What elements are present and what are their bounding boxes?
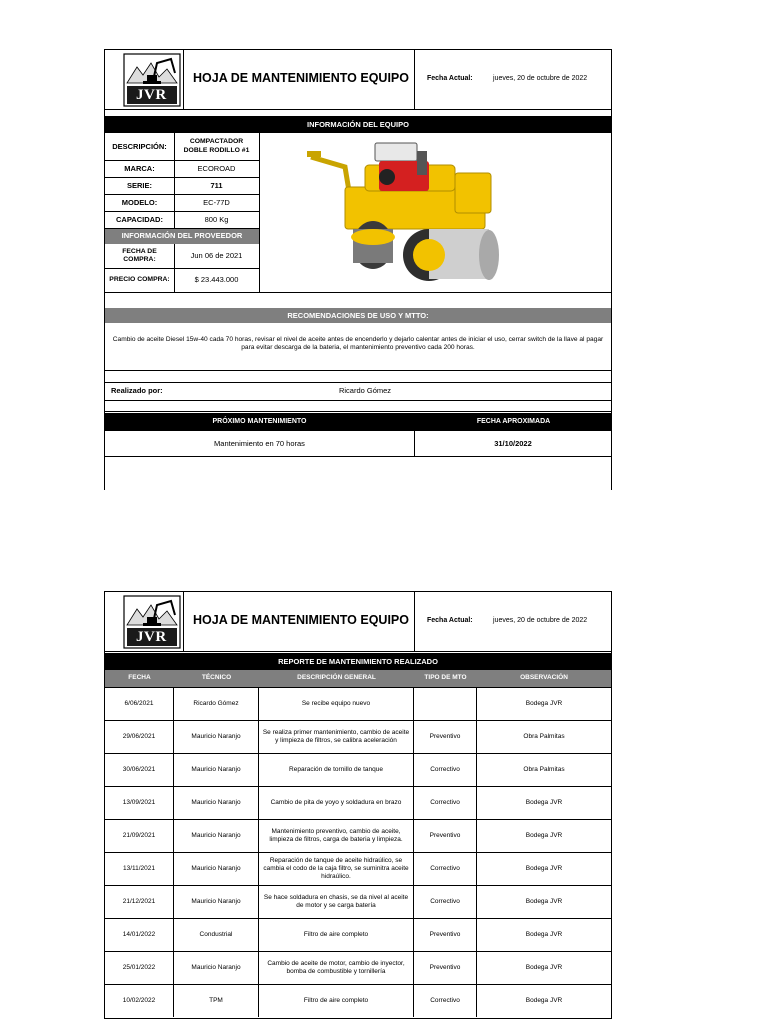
table-cell-col-observacion: Obra Palmitas — [523, 732, 565, 740]
table-row — [105, 687, 611, 720]
table-cell-col-observacion: Bodega JVR — [525, 963, 563, 971]
table-cell-col-tecnico: Mauricio Naranjo — [174, 853, 259, 885]
table-header-col-descripcion: DESCRIPCIÓN GENERAL — [259, 670, 414, 687]
sheet-header — [105, 49, 611, 110]
table-cell-col-tecnico: Mauricio Naranjo — [174, 952, 259, 984]
logo-cell-2 — [105, 592, 184, 652]
table-cell-col-fecha: 10/02/2022 — [105, 985, 174, 1017]
table-cell-col-fecha: 13/11/2021 — [105, 853, 174, 885]
modelo-label: MODELO: — [121, 197, 158, 207]
table-header-col-tipo: TIPO DE MTO — [414, 670, 477, 687]
table-cell-col-tipo: Preventivo — [414, 721, 477, 753]
equipo-info-table — [105, 133, 259, 292]
recomendaciones-title: RECOMENDACIONES DE USO Y MTTO: — [105, 308, 611, 323]
table-cell-col-observacion: Bodega JVR — [525, 996, 563, 1004]
proximo-header-row — [105, 413, 611, 431]
table-cell-col-fecha: 30/06/2021 — [105, 754, 174, 786]
table-cell-col-descripcion: Cambio de aceite de motor, cambio de inyector, bomba de combustible y tornillería — [259, 952, 414, 984]
marca-label: MARCA: — [124, 163, 155, 173]
fecha-value: jueves, 20 de octubre de 2022 — [493, 75, 588, 82]
table-cell-col-fecha: 25/01/2022 — [105, 952, 174, 984]
proximo-col1-header: PRÓXIMO MANTENIMIENTO — [212, 418, 307, 425]
table-cell-col-tipo: Preventivo — [414, 952, 477, 984]
table-cell-col-tecnico: Condustrial — [174, 919, 259, 951]
table-cell-col-observacion: Bodega JVR — [525, 897, 563, 905]
table-cell-col-observacion: Bodega JVR — [525, 831, 563, 839]
descripcion-value: COMPACTADOR DOBLE RODILLO #1 — [183, 138, 250, 154]
table-cell-col-tipo: Correctivo — [414, 787, 477, 819]
fecha-compra-label: FECHA DE COMPRA: — [122, 247, 157, 263]
table-cell-col-tipo: Correctivo — [414, 754, 477, 786]
table-header-col-observacion: OBSERVACIÓN — [477, 670, 611, 687]
table-cell-col-tecnico: Mauricio Naranjo — [174, 754, 259, 786]
equipo-section-title: INFORMACIÓN DEL EQUIPO — [105, 116, 611, 133]
fecha-value-2: jueves, 20 de octubre de 2022 — [493, 617, 588, 624]
table-header-col-tecnico: TÉCNICO — [174, 670, 259, 687]
table-cell-col-fecha: 29/06/2021 — [105, 721, 174, 753]
table-cell-col-descripcion: Reparación de tornillo de tanque — [259, 754, 414, 786]
table-row — [105, 852, 611, 885]
table-cell-col-observacion: Bodega JVR — [525, 798, 563, 806]
table-cell-col-tipo: Correctivo — [414, 853, 477, 885]
compactor-machine-image — [305, 137, 501, 281]
table-header-col-fecha: FECHA — [105, 670, 174, 687]
table-cell-col-descripcion: Mantenimiento preventivo, cambio de aceite, limpieza de filtros, carga de bateria y limpieza. — [259, 820, 414, 852]
table-cell-col-fecha: 6/06/2021 — [105, 688, 174, 720]
page-title-2: HOJA DE MANTENIMIENTO EQUIPO — [193, 613, 409, 627]
page-title: HOJA DE MANTENIMIENTO EQUIPO — [193, 71, 409, 85]
fecha-aproximada-value: 31/10/2022 — [494, 439, 532, 449]
table-cell-col-descripcion: Se recibe equipo nuevo — [259, 688, 414, 720]
serie-value: 711 — [210, 180, 223, 190]
sheet-header-2 — [105, 591, 611, 652]
modelo-value: EC-77D — [203, 197, 230, 207]
table-cell-col-tipo: Preventivo — [414, 919, 477, 951]
equipment-sheet — [104, 49, 612, 490]
table-cell-col-tipo: Preventivo — [414, 820, 477, 852]
fecha-label-2: Fecha Actual: — [427, 617, 473, 624]
descripcion-label: DESCRIPCIÓN: — [112, 141, 167, 151]
fecha-label: Fecha Actual: — [427, 75, 473, 82]
table-cell-col-observacion: Obra Palmitas — [523, 765, 565, 773]
table-cell-col-observacion: Bodega JVR — [525, 930, 563, 938]
table-row — [105, 984, 611, 1017]
table-row — [105, 951, 611, 984]
recomendaciones-text: Cambio de aceite Diesel 15w-40 cada 70 horas, revisar el nivel de aceite antes de encenderlo y dejarlo calentar antes de iniciar el uso, cerrar switch de la llave al pagar para evitar descarga de la bateria, el mantenimiento preventivo cada 200 horas. — [112, 335, 604, 351]
table-cell-col-tecnico: TPM — [174, 985, 259, 1017]
table-cell-col-observacion: Bodega JVR — [525, 699, 563, 707]
precio-compra-value: $ 23.443.000 — [194, 275, 239, 285]
table-cell-col-tecnico: Mauricio Naranjo — [174, 886, 259, 918]
realizado-value: Ricardo Gómez — [338, 386, 392, 396]
marca-value: ECOROAD — [197, 163, 236, 173]
logo-text: JVR — [136, 87, 167, 103]
proximo-col2-header: FECHA APROXIMADA — [476, 418, 551, 425]
table-cell-col-descripcion: Cambio de pita de yoyo y soldadura en brazo — [259, 787, 414, 819]
table-cell-col-fecha: 21/09/2021 — [105, 820, 174, 852]
reporte-title: REPORTE DE MANTENIMIENTO REALIZADO — [105, 653, 611, 670]
table-cell-col-descripcion: Filtro de aire completo — [259, 985, 414, 1017]
table-row — [105, 786, 611, 819]
table-cell-col-tecnico: Ricardo Gómez — [174, 688, 259, 720]
table-cell-col-descripcion: Filtro de aire completo — [259, 919, 414, 951]
table-cell-col-tecnico: Mauricio Naranjo — [174, 721, 259, 753]
table-cell-col-fecha: 21/12/2021 — [105, 886, 174, 918]
table-cell-col-descripcion: Reparación de tanque de aceite hidraúlico, se cambia el codo de la caja filtro, se suminitra aceite hidraúlico. — [259, 853, 414, 885]
table-cell-col-fecha: 14/01/2022 — [105, 919, 174, 951]
table-row — [105, 885, 611, 918]
logo-cell — [105, 50, 184, 110]
serie-label: SERIE: — [126, 180, 152, 190]
fecha-compra-value: Jun 06 de 2021 — [190, 251, 243, 261]
table-cell-col-descripcion: Se realiza primer mantenimiento, cambio de aceite y limpieza de filtros, se calibra aceleración — [259, 721, 414, 753]
realizado-label: Realizado por: — [111, 386, 163, 396]
table-row — [105, 720, 611, 753]
proveedor-section-title: INFORMACIÓN DEL PROVEEDOR — [105, 228, 259, 244]
capacidad-value: 800 Kg — [204, 214, 229, 224]
table-cell-col-descripcion: Se hace soldadura en chasis, se da nivel al aceite de motor y se carga batería — [259, 886, 414, 918]
table-row — [105, 819, 611, 852]
table-cell-col-tipo: Correctivo — [414, 886, 477, 918]
logo-text: JVR — [136, 629, 167, 645]
proximo-value: Mantenimiento en 70 horas — [214, 439, 305, 449]
table-cell-col-fecha: 13/09/2021 — [105, 787, 174, 819]
table-cell-col-tipo — [414, 688, 477, 720]
report-sheet — [104, 591, 612, 1019]
table-cell-col-tecnico: Mauricio Naranjo — [174, 820, 259, 852]
table-cell-col-tipo: Correctivo — [414, 985, 477, 1017]
capacidad-label: CAPACIDAD: — [116, 214, 163, 224]
table-row — [105, 753, 611, 786]
table-row — [105, 918, 611, 951]
precio-compra-label: PRECIO COMPRA: — [109, 275, 170, 283]
table-cell-col-observacion: Bodega JVR — [525, 864, 563, 872]
table-cell-col-tecnico: Mauricio Naranjo — [174, 787, 259, 819]
